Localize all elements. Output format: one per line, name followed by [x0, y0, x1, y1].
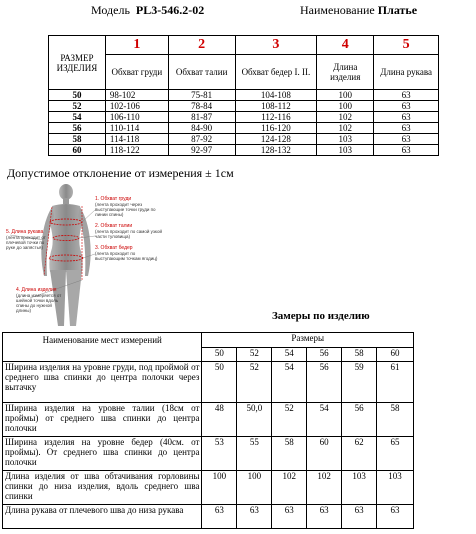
measure-value: 55 [237, 437, 272, 471]
size-row [49, 134, 439, 145]
measure-value: 63 [237, 505, 272, 529]
measure-label: Ширина изделия на уровне талии (18см от проймы) от среднего шва спинки до центра полочки [3, 403, 202, 437]
size-cell: 52 [49, 101, 106, 112]
measure-value: 53 [202, 437, 237, 471]
col-number: 5 [374, 36, 439, 55]
size-cell: 56 [49, 123, 106, 134]
figure-label-hips: 3. Обхват бедер (лента проходит по выступающим точкам ягодиц) [95, 245, 158, 261]
measure-value: 103 [377, 471, 414, 505]
value-cell: 114-118 [105, 134, 168, 145]
col-number: 4 [317, 36, 374, 55]
measure-value: 60 [307, 437, 342, 471]
figure-label-length: 4. Длина изделия (длина измеряется от шейной точки вдоль спины до нужной длины) [16, 287, 62, 313]
measure-value: 52 [272, 403, 307, 437]
size-row [49, 123, 439, 134]
value-cell: 98-102 [105, 90, 168, 101]
col-header-length: Длина изделия [317, 55, 374, 90]
col-number: 1 [105, 36, 168, 55]
measure-value: 63 [377, 505, 414, 529]
value-cell: 84-90 [168, 123, 235, 134]
value-cell: 112-116 [235, 112, 317, 123]
size-header: РАЗМЕР ИЗДЕЛИЯ [49, 36, 106, 90]
name-line [300, 3, 417, 18]
name-value: Платье [377, 3, 418, 17]
size-row [49, 90, 439, 101]
value-cell: 63 [374, 145, 439, 156]
measure-value: 100 [237, 471, 272, 505]
measure-title: Замеры по изделию [272, 310, 370, 322]
value-cell: 106-110 [105, 112, 168, 123]
measure-value: 52 [237, 362, 272, 403]
measure-row [3, 505, 414, 529]
measure-row [3, 437, 414, 471]
value-cell: 118-122 [105, 145, 168, 156]
measure-label: Ширина изделия на уровне бедер (40см. от проймы). От среднего шва спинки до центра полочки [3, 437, 202, 471]
value-cell: 63 [374, 123, 439, 134]
model-code: PL3-546.2-02 [135, 3, 205, 17]
value-cell: 75-81 [168, 90, 235, 101]
measure-value: 58 [272, 437, 307, 471]
size-cell: 60 [49, 145, 106, 156]
size-row [49, 145, 439, 156]
col-header-waist: Обхват талии [168, 55, 235, 90]
measure-value: 63 [272, 505, 307, 529]
figure-label-chest: 1. Обхват груди (лента проходит через выступающие точки груди по линии спины) [95, 196, 156, 217]
tolerance-note: Допустимое отклонение от измерения ± 1см [7, 166, 234, 180]
size-column-header: 60 [377, 348, 414, 362]
value-cell: 103 [317, 145, 374, 156]
value-cell: 63 [374, 101, 439, 112]
measure-value: 59 [342, 362, 377, 403]
col-header-chest: Обхват груди [105, 55, 168, 90]
measure-value: 63 [202, 505, 237, 529]
value-cell: 78-84 [168, 101, 235, 112]
measure-value: 48 [202, 403, 237, 437]
size-row [49, 112, 439, 123]
size-column-header: 58 [342, 348, 377, 362]
value-cell: 92-97 [168, 145, 235, 156]
model-line [91, 3, 204, 18]
value-cell: 63 [374, 134, 439, 145]
size-column-header: 50 [202, 348, 237, 362]
value-cell: 124-128 [235, 134, 317, 145]
value-cell: 103 [317, 134, 374, 145]
measure-value: 65 [377, 437, 414, 471]
measure-value: 100 [202, 471, 237, 505]
measure-value: 61 [377, 362, 414, 403]
figure-label-sleeve: 5. Длина рукава (лента проходит от плечевой точки по руке до запястья) [6, 229, 46, 250]
measure-value: 63 [307, 505, 342, 529]
col-number: 2 [168, 36, 235, 55]
measure-value: 50,0 [237, 403, 272, 437]
measure-row [3, 403, 414, 437]
value-cell: 108-112 [235, 101, 317, 112]
value-cell: 110-114 [105, 123, 168, 134]
value-cell: 100 [317, 101, 374, 112]
col-number: 3 [235, 36, 317, 55]
size-cell: 54 [49, 112, 106, 123]
model-label: Модель [91, 3, 130, 17]
measure-label: Длина рукава от плечевого шва до низа рукава [3, 505, 202, 529]
size-cell: 58 [49, 134, 106, 145]
measure-value: 54 [307, 403, 342, 437]
measure-value: 102 [307, 471, 342, 505]
size-column-header: 54 [272, 348, 307, 362]
measure-value: 50 [202, 362, 237, 403]
measure-table [2, 332, 414, 529]
measure-value: 58 [377, 403, 414, 437]
col-header-hips: Обхват бедер I. II. [235, 55, 317, 90]
measure-value: 63 [342, 505, 377, 529]
col-header-places: Наименование мест измерений [3, 333, 202, 362]
size-cell: 50 [49, 90, 106, 101]
value-cell: 63 [374, 90, 439, 101]
measure-row [3, 362, 414, 403]
measure-label: Ширина изделия на уровне груди, под проймой от среднего шва спинки до центра полочки через вытачку [3, 362, 202, 403]
measure-value: 102 [272, 471, 307, 505]
value-cell: 102 [317, 123, 374, 134]
measure-label: Длина изделия от шва обтачивания горловины спинки до низа изделия, вдоль среднего шва спинки [3, 471, 202, 505]
measure-value: 56 [342, 403, 377, 437]
value-cell: 100 [317, 90, 374, 101]
value-cell: 63 [374, 112, 439, 123]
value-cell: 102-106 [105, 101, 168, 112]
value-cell: 81-87 [168, 112, 235, 123]
measure-value: 54 [272, 362, 307, 403]
value-cell: 128-132 [235, 145, 317, 156]
col-header-sleeve: Длина рукава [374, 55, 439, 90]
name-label: Наименование [300, 3, 375, 17]
size-table [48, 35, 439, 156]
value-cell: 102 [317, 112, 374, 123]
measure-row [3, 471, 414, 505]
size-column-header: 52 [237, 348, 272, 362]
measure-value: 103 [342, 471, 377, 505]
sizes-header: Размеры [202, 333, 414, 348]
measure-value: 62 [342, 437, 377, 471]
size-column-header: 56 [307, 348, 342, 362]
value-cell: 116-120 [235, 123, 317, 134]
value-cell: 104-108 [235, 90, 317, 101]
measure-value: 56 [307, 362, 342, 403]
figure-label-waist: 2. Обхват талии (лента проходит по самой узкой части туловища) [95, 223, 162, 239]
body-figure [0, 180, 170, 330]
size-row [49, 101, 439, 112]
value-cell: 87-92 [168, 134, 235, 145]
